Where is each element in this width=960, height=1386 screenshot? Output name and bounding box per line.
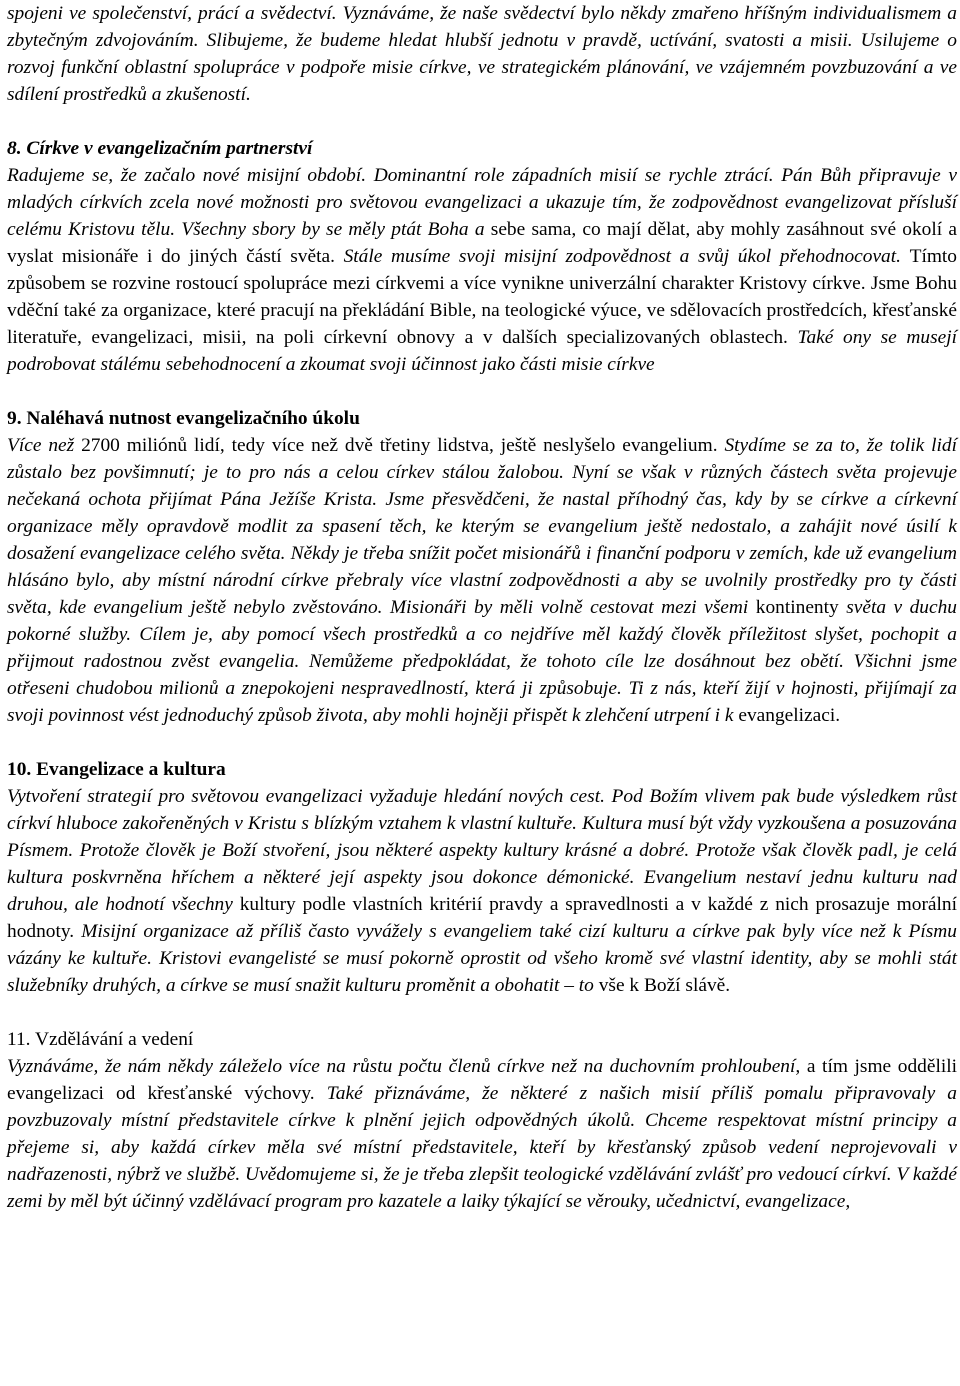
text-segment: spojeni ve společenství, prácí a svědectví. Vyznáváme, že naše svědectví bylo někdy zmařeno hříšným individualismem a zbytečným zdvojováním. Slibujeme, že budeme hledat hlubší jednotu v pravdě, uctívání, svatosti a misii. Usilujeme o rozvoj funkční oblastní spolupráce v podpoře misie církve, ve strategickém plánování, ve vzájemném povzbuzování a ve sdílení prostředků a zkušeností. xyxy=(7,3,957,105)
spacer xyxy=(7,378,957,405)
text-segment: vše k Boží slávě. xyxy=(598,975,731,996)
text-segment: Misijní organizace až příliš často vyvážely s evangeliem také cizí kulturu a církve pak byly více než k Písmu vázány ke kultuře. Kristovi evangelisté se musí pokorně oprostit od všeho kromě své vlastní identity, aby se mohli stát služebníky druhých, a církve se musí snažit kulturu proměnit a obohatit – to xyxy=(7,921,957,996)
spacer xyxy=(7,999,957,1026)
document-page xyxy=(7,0,957,1215)
text-segment: Nemůžeme předpokládat, že tohoto cíle lze dosáhnout bez obětí. Všichni jsme otřeseni chudobou milionů a znepokojeni nespravedlností, která ji způsobuje. Ti z nás, kteří žijí v hojnosti, přijímají za svoji povinnost vést jednoduchý způsob života, aby mohli hojněji přispět k zlehčení utrpení i k xyxy=(7,651,957,726)
section-11-paragraph xyxy=(7,1053,957,1215)
text-segment: Stále musíme svoji misijní zodpovědnost a svůj úkol přehodnocovat. xyxy=(343,246,910,267)
text-segment: Stydíme se za to, že tolik lidí zůstalo bez povšimnutí; je to pro nás a celou církev stálou žalobou. Nyní se však v různých částech světa projevuje nečekaná ochota přijímat Pána Ježíše Krista. Jsme přesvědčeni, že nastal příhodný čas, kdy by se církve a církevní organizace měly opravdově modlit za spasení těch, ke kterým se evangelium ještě nedostalo, a zahájit nové úsilí k dosažení evangelizace celého světa. Někdy je třeba snížit počet misionářů i finanční podporu v zemích, kde už evangelium hlásáno bylo, aby místní národní církve přebraly více vlastní zodpovědnosti a aby se uvolnily prostředky pro ty části světa, kde evangelium ještě nebylo zvěstováno. Misionáři by měli volně cestovat mezi všemi xyxy=(7,435,957,618)
text-segment: Vyznáváme, že nám někdy záleželo více na růstu počtu členů církve než na duchovním prohloubení, xyxy=(7,1056,807,1077)
section-8-heading: 8. Církve v evangelizačním partnerství xyxy=(7,138,313,159)
text-segment: evangelizaci. xyxy=(738,705,841,726)
spacer xyxy=(7,108,957,135)
section-9-heading: 9. Naléhavá nutnost evangelizačního úkolu xyxy=(7,408,360,429)
section-11-heading: 11. Vzdělávání a vedení xyxy=(7,1029,194,1050)
text-segment: Více než xyxy=(7,435,82,456)
text-segment: kontinenty xyxy=(755,597,847,618)
text-segment: 2700 miliónů lidí, tedy více než dvě třetiny lidstva, ještě neslyšelo evangelium. xyxy=(81,435,725,456)
section-8-paragraph xyxy=(7,162,957,378)
text-segment: Radujeme se, že začalo nové misijní období. Dominantní role západních misií se rychle ztrácí. Pán Bůh připravuje v mladých církvích zcela nové možnosti pro světovou evangelizaci a ukazuje tím, že zodpovědnost evangelizovat přísluší celému Kristovu tělu. Všechny sbory by se měly ptát Boha a xyxy=(7,165,957,240)
intro-paragraph xyxy=(7,0,957,108)
section-10-paragraph xyxy=(7,783,957,999)
text-segment: a tím jsme oddělili evangelizaci od křesťanské výchovy. xyxy=(7,1056,957,1104)
text-segment: Vytvoření strategií pro světovou evangelizaci vyžaduje hledání nových cest. Pod Božím vlivem pak bude výsledkem růst církví hluboce zakořeněných v Kristu s blízkým vztahem k vlastní kultuře. Kultura musí být vždy vyzkoušena a posuzována Písmem. Protože člověk je Boží stvoření, jsou některé aspekty kultury krásné a dobré. Protože však člověk padl, je celá kultura poskvrněna hříchem a některé její aspekty jsou dokonce démonické. Evangelium nestaví jednu kulturu nad druhou, ale hodnotí všechny xyxy=(7,786,957,915)
text-segment: světa v duchu pokorné služby. Cílem je, aby pomocí všech prostředků a co nejdříve měl každý člověk příležitost slyšet, pochopit a přijmout radostnou zvěst evangelia. xyxy=(7,597,957,672)
section-9-paragraph xyxy=(7,432,957,729)
spacer xyxy=(7,729,957,756)
text-segment: Také přiznáváme, že některé z našich misií příliš pomalu připravovaly a povzbuzovaly místní představitele církve k plnění jejich odpovědných úkolů. Chceme respektovat místní principy a přejeme si, aby každá církev měla své místní představitele, kteří by křesťanský způsob vedení neprojevovali v nadřazenosti, nýbrž ve službě. Uvědomujeme si, že je třeba zlepšit teologické vzdělávání zvlášť pro vedoucí církví. V každé zemi by měl být účinný vzdělávací program pro kazatele a laiky týkající se věrouky, učednictví, evangelizace, xyxy=(7,1083,957,1212)
text-segment: sebe sama, co mají dělat, aby mohly zasáhnout své okolí a vyslat misionáře i do jiných částí světa. xyxy=(7,219,957,267)
text-segment: Také ony se musejí podrobovat stálému sebehodnocení a zkoumat svoji účinnost jako části misie církve xyxy=(7,327,957,375)
section-10-heading: 10. Evangelizace a kultura xyxy=(7,759,226,780)
text-segment: Tímto způsobem se rozvine rostoucí spolupráce mezi církvemi a více vynikne univerzální charakter Kristovy církve. Jsme Bohu vděční také za organizace, které pracují na překládání Bible, na teologické výuce, ve sdělovacích prostředcích, křesťanské literatuře, evangelizaci, misii, na poli církevní obnovy a v dalších specializovaných oblastech. xyxy=(7,246,957,348)
text-segment: kultury podle vlastních kritérií pravdy a spravedlnosti a v každé z nich prosazuje morální hodnoty. xyxy=(7,894,957,942)
